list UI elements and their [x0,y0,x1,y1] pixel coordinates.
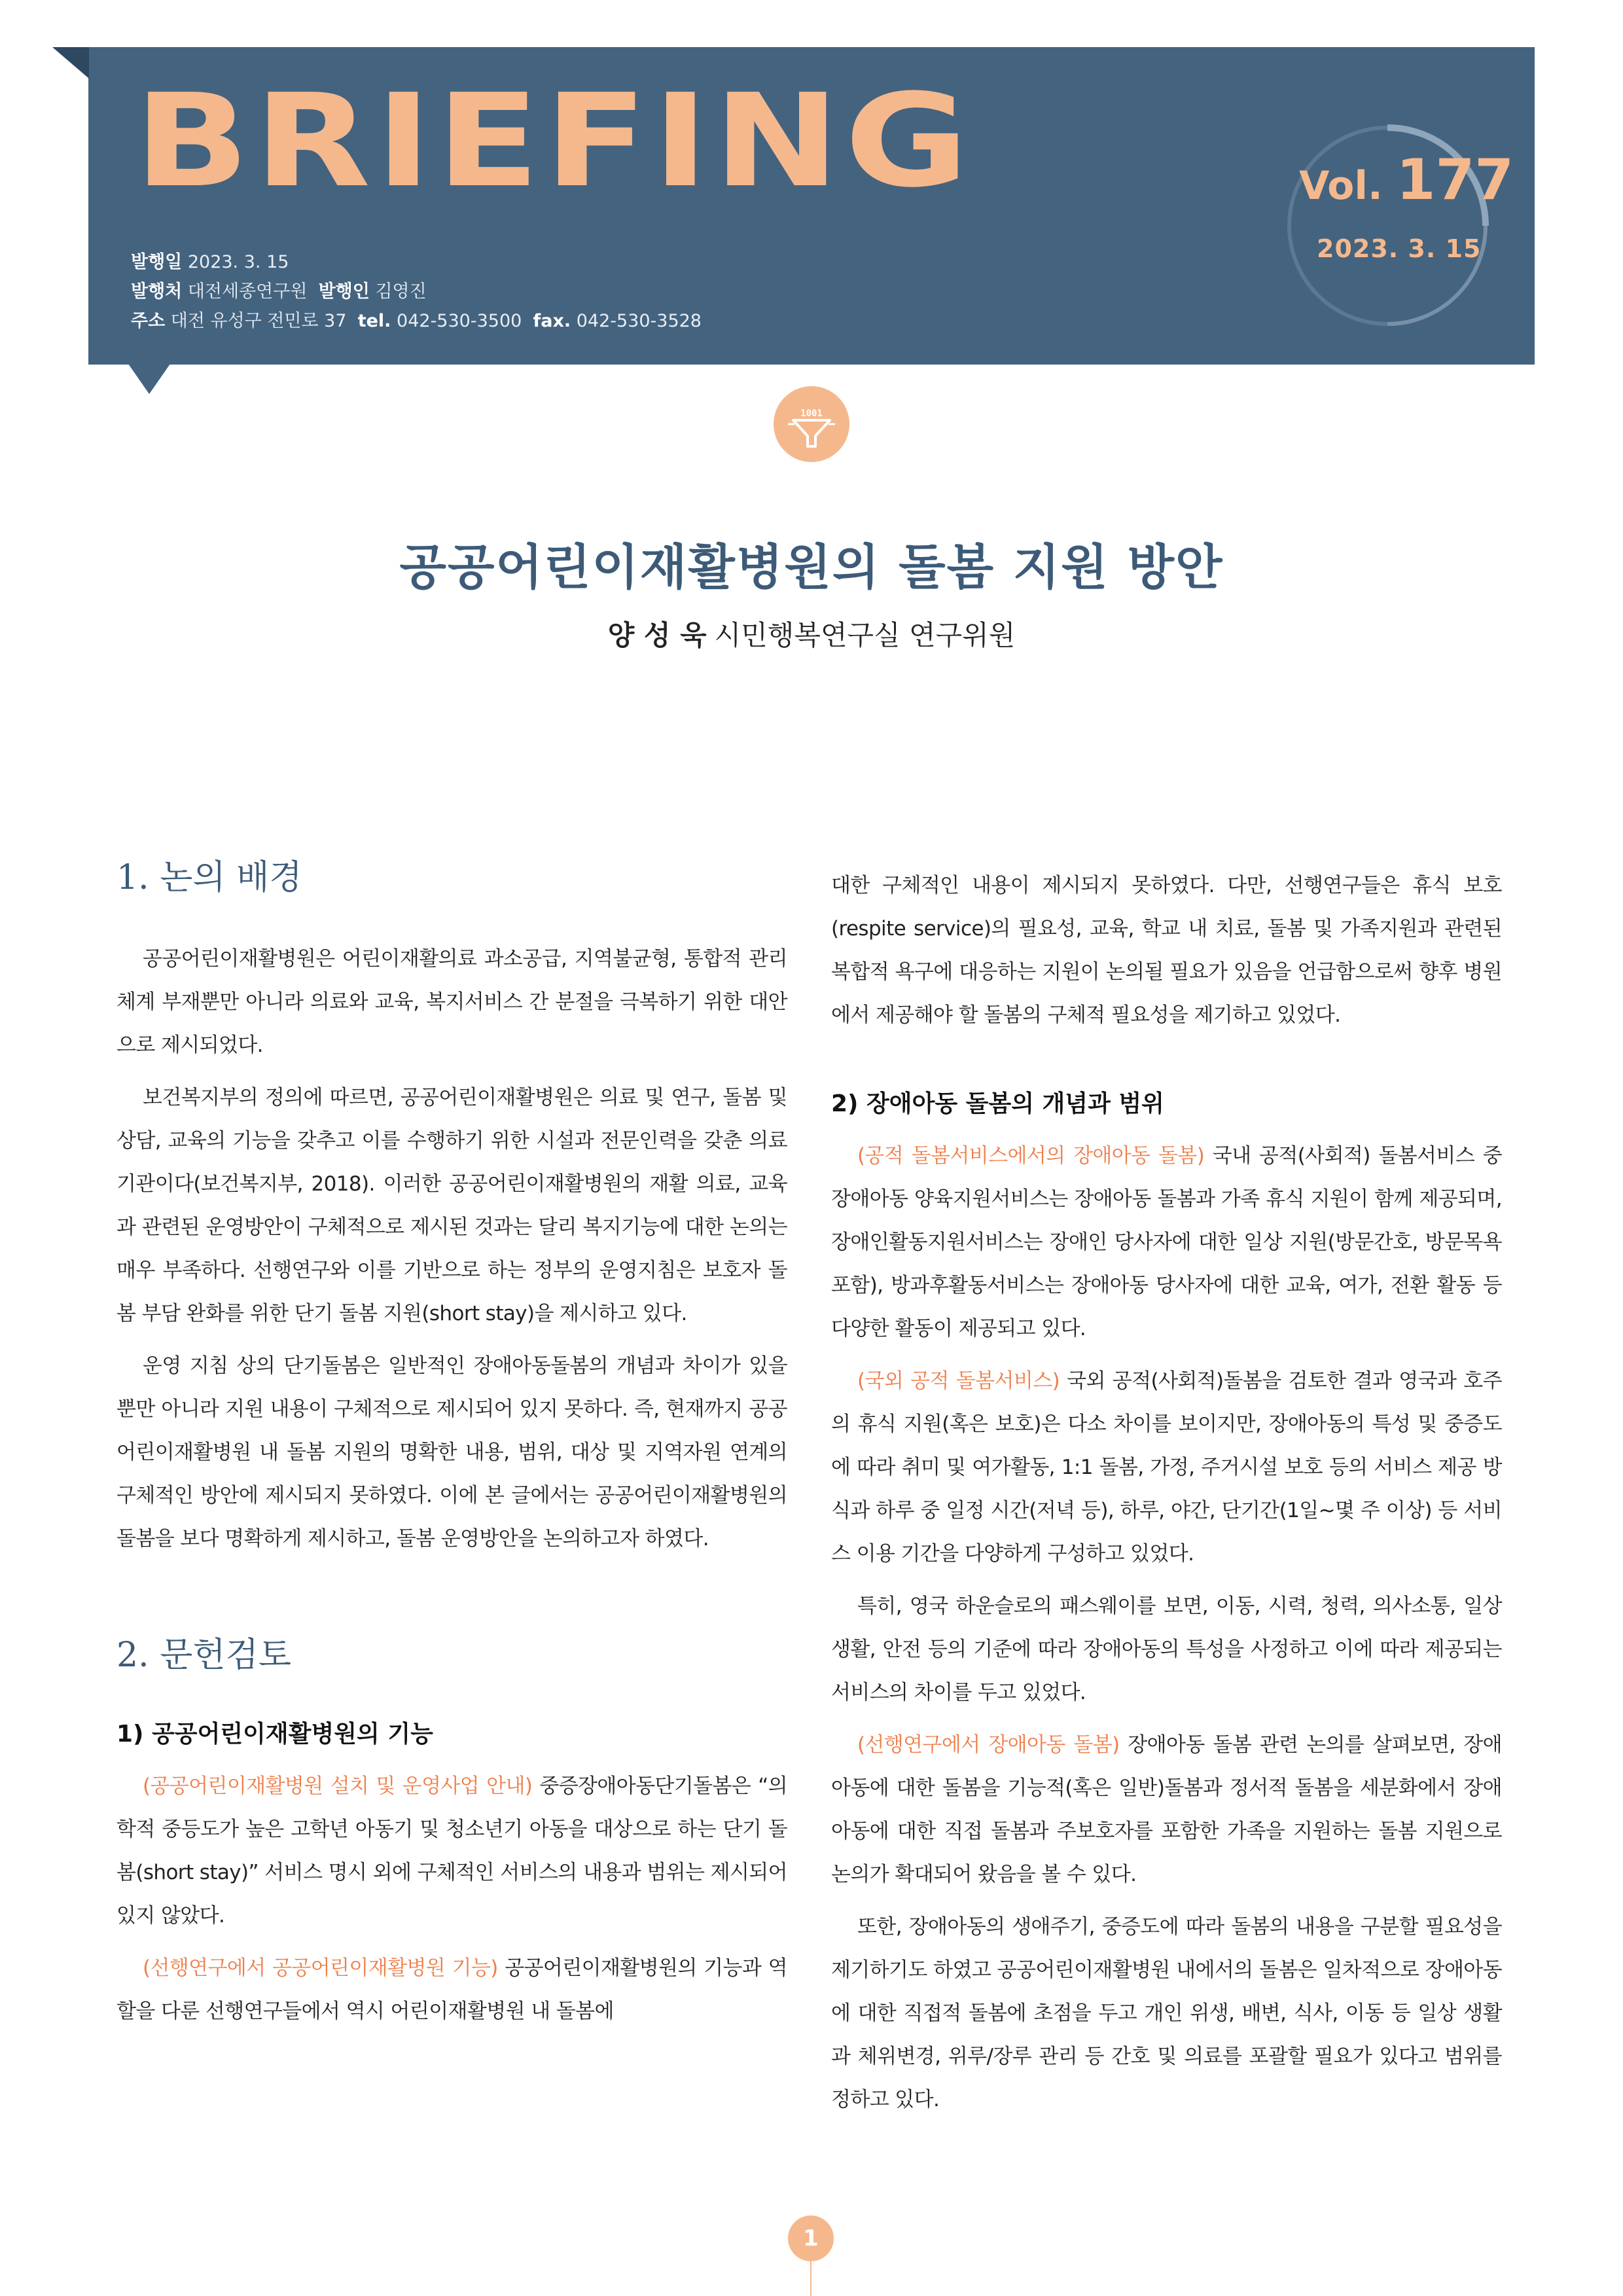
volume-date: 2023. 3. 15 [1317,234,1482,263]
page-title: 공공어린이재활병원의 돌봄 지원 방안 [399,539,1224,596]
volume-number [1299,147,1514,213]
paragraph-text: 장애아동 돌봄 관련 논의를 살펴보면, 장애아동에 대한 돌봄을 기능적(혹은 일반)돌봄과 정서적 돌봄을 세분화에서 장애아동에 대한 직접 돌봄과 주보호자를 포함한 가족을 지원하는 돌봄 지원으로 논의가 확대되어 왔음을 볼 수 있다. [831,1733,1502,1886]
highlight-label: (국외 공적 돌봄서비스) [857,1369,1060,1393]
volume-value: 177 [1396,147,1514,213]
subsection-paragraph [831,1723,1502,1896]
issuer: 김영진 [375,281,427,302]
publisher: 대전세종연구원 [187,281,308,302]
section-1-paragraph: 운영 지침 상의 단기돌봄은 일반적인 장애아동돌봄의 개념과 차이가 있을 뿐만 아니라 지원 내용이 구체적으로 제시되어 있지 못하다. 즉, 현재까지 공공어린이재활병원 내 돌봄 지원의 명확한 내용, 범위, 대상 및 지역자원 연계의 구체적인 방안에 제시되지 못하였다. 이에 본 글에서는 공공어린이재활병원의 돌봄을 보다 명확하게 제시하고, 돌봄 운영방안을 논의하고자 하였다. [116,1354,787,1551]
subsection-2-2-heading: 2) 장애아동 돌봄의 개념과 범위 [831,1090,1164,1117]
section-1-paragraph: 보건복지부의 정의에 따르면, 공공어린이재활병원은 의료 및 연구, 돌봄 및 상담, 교육의 기능을 갖추고 이를 수행하기 위한 시설과 전문인력을 갖춘 의료기관이다(보건복지부, 2018). 이러한 공공어린이재활병원의 재활 의료, 교육과 관련된 운영방안이 구체적으로 제시된 것과는 달리 복지기능에 대한 논의는 매우 부족하다. 선행연구와 이를 기반으로 하는 정부의 운영지침은 보호자 돌봄 부담 완화를 위한 단기 돌봄 지원(short stay)을 제시하고 있다. [116,1086,787,1326]
brand-title: BRIEFING [134,67,974,216]
paragraph-continuation: 대한 구체적인 내용이 제시되지 못하였다. 다만, 선행연구들은 휴식 보호(respite service)의 필요성, 교육, 학교 내 치료, 돌봄 및 가족지원과 관련된 복합적 욕구에 대응하는 지원이 논의될 필요가 있음을 언급함으로써 향후 병원에서 제공해야 할 돌봄의 구체적 필요성을 제기하고 있었다. [831,874,1502,1027]
paragraph-text: 중증장애아동단기돌봄은 “의학적 중등도가 높은 고학년 아동기 및 청소년기 아동을 대상으로 하는 단기 돌봄(short stay)” 서비스 명시 외에 구체적인 서비스의 내용과 범위는 제시되어 있지 않았다. [116,1774,787,1928]
author-name: 양 성 욱 [607,619,707,651]
section-1-paragraph: 공공어린이재활병원은 어린이재활의료 과소공급, 지역불균형, 통합적 관리체계 부재뿐만 아니라 의료와 교육, 복지서비스 간 분절을 극복하기 위한 대안으로 제시되었다. [116,947,787,1058]
subsection-2-1-heading: 1) 공공어린이재활병원의 기능 [116,1720,433,1748]
svg-text:1001: 1001 [800,408,823,419]
issue-date: 2023. 3. 15 [187,252,289,272]
banner-tail-decoration [128,364,170,394]
highlight-label: (선행연구에서 장애아동 돌봄) [857,1733,1120,1757]
tel: 042-530-3500 [397,311,522,331]
left-column [116,857,787,2042]
section-2-heading: 2. 문헌검토 [116,1636,292,1676]
author-affiliation: 시민행복연구실 연구위원 [714,619,1016,651]
subsection-paragraph: 특히, 영국 하운슬로의 패스웨이를 보면, 이동, 시력, 청력, 의사소통, 일상생활, 안전 등의 기준에 따라 장애아동의 특성을 사정하고 이에 따라 제공되는 서비스의 차이를 두고 있었다. [831,1594,1502,1704]
subsection-paragraph [831,1359,1502,1575]
paragraph-text: 공공어린이재활병원의 기능과 역할을 다룬 선행연구들에서 역시 어린이재활병원 내 돌봄에 [116,1956,787,2023]
subsection-paragraph: 또한, 장애아동의 생애주기, 중증도에 따라 돌봄의 내용을 구분할 필요성을 제기하기도 하였고 공공어린이재활병원 내에서의 돌봄은 일차적으로 장애아동에 대한 직접적 돌봄에 초점을 두고 개인 위생, 배변, 식사, 이동 등 일상 생활과 체위변경, 위루/장루 관리 등 간호 및 의료를 포괄할 필요가 있다고 범위를 정하고 있다. [831,1915,1502,2111]
page-number: 1 [788,2215,834,2261]
address: 대전 유성구 전민로 37 [170,311,347,331]
highlight-label: (공적 돌봄서비스에서의 장애아동 돌봄) [857,1144,1205,1168]
address-label: 주소 [131,311,166,331]
spacer [831,1046,1502,1085]
spacer [116,1570,787,1635]
subsection-paragraph [116,1765,787,1937]
issuer-label: 발행인 [318,281,370,302]
highlight-label: (선행연구에서 공공어린이재활병원 기능) [143,1956,498,1980]
author-line [0,614,1623,653]
subsection-paragraph [116,1946,787,2033]
tel-label: tel. [357,311,391,331]
subsection-paragraph [831,1134,1502,1350]
banner-fold-decoration [52,47,89,79]
fax: 042-530-3528 [576,311,702,331]
paragraph-text: 국외 공적(사회적)돌봄을 검토한 결과 영국과 호주의 휴식 지원(혹은 보호)은 다소 차이를 보이지만, 장애아동의 특성 및 중증도에 따라 취미 및 여가활동, 1:1 돌봄, 가정, 주거시설 보호 등의 서비스 제공 방식과 하루 중 일정 시간(저녁 등), 하루, 야간, 단기간(1일~몇 주 이상) 등 서비스 이용 기간을 다양하게 구성하고 있었다. [831,1369,1502,1566]
publication-info [131,247,702,336]
highlight-label: (공공어린이재활병원 설치 및 운영사업 안내) [143,1774,533,1798]
paragraph-text: 국내 공적(사회적) 돌봄서비스 중 장애아동 양육지원서비스는 장애아동 돌봄과 가족 휴식 지원이 함께 제공되며, 장애인활동지원서비스는 장애인 당사자에 대한 일상 지원(방문간호, 방문목욕 포함), 방과후활동서비스는 장애아동 당사자에 대한 교육, 여가, 전환 활동 등 다양한 활동이 제공되고 있다. [831,1144,1502,1340]
publisher-label: 발행처 [131,281,183,302]
funnel-icon [774,386,849,462]
issue-date-label: 발행일 [131,252,183,272]
right-column [831,864,1502,2130]
fax-label: fax. [533,311,571,331]
section-1-heading: 1. 논의 배경 [116,858,302,897]
page-number-line [810,2261,812,2296]
volume-label: Vol. [1299,163,1383,209]
